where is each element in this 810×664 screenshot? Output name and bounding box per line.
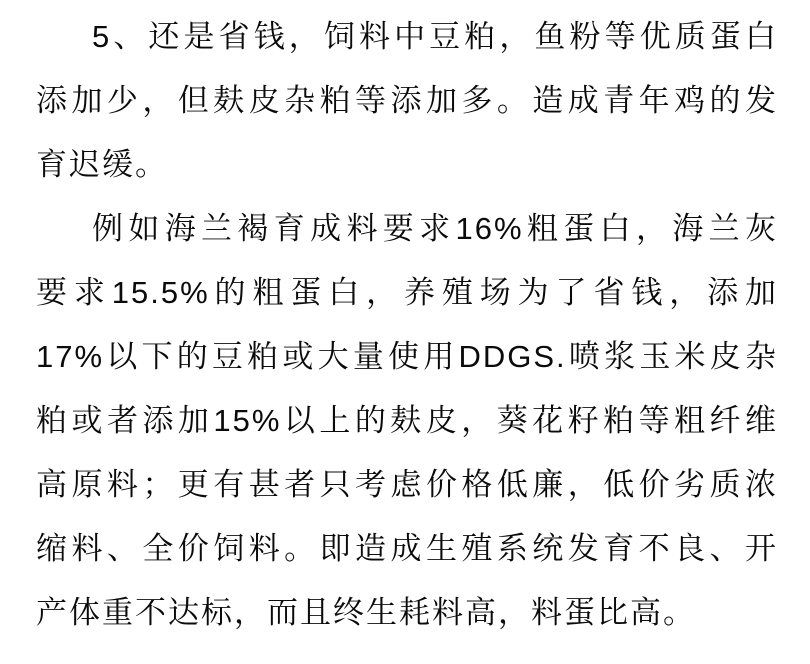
text-line: 添加少，但麸皮杂粕等添加多。造成青年鸡的发 <box>36 83 778 118</box>
text-line: 产体重不达标，而且终生耗料高，料蛋比高。 <box>36 595 696 630</box>
document-body <box>36 5 778 645</box>
text-line: 粕或者添加15%以上的麸皮，葵花籽粕等粗纤维 <box>36 403 778 438</box>
text-line: 育迟缓。 <box>36 147 168 182</box>
text-line: 5、还是省钱，饲料中豆粕，鱼粉等优质蛋白 <box>92 19 778 54</box>
text-line: 17%以下的豆粕或大量使用DDGS.喷浆玉米皮杂 <box>36 339 778 374</box>
paragraph <box>36 197 778 645</box>
paragraph <box>36 5 778 197</box>
text-line: 例如海兰褐育成料要求16%粗蛋白，海兰灰 <box>92 211 778 246</box>
text-line: 高原料；更有甚者只考虑价格低廉，低价劣质浓 <box>36 467 778 502</box>
text-line: 缩料、全价饲料。即造成生殖系统发育不良、开 <box>36 531 778 566</box>
text-line: 要求15.5%的粗蛋白，养殖场为了省钱，添加 <box>36 275 778 310</box>
